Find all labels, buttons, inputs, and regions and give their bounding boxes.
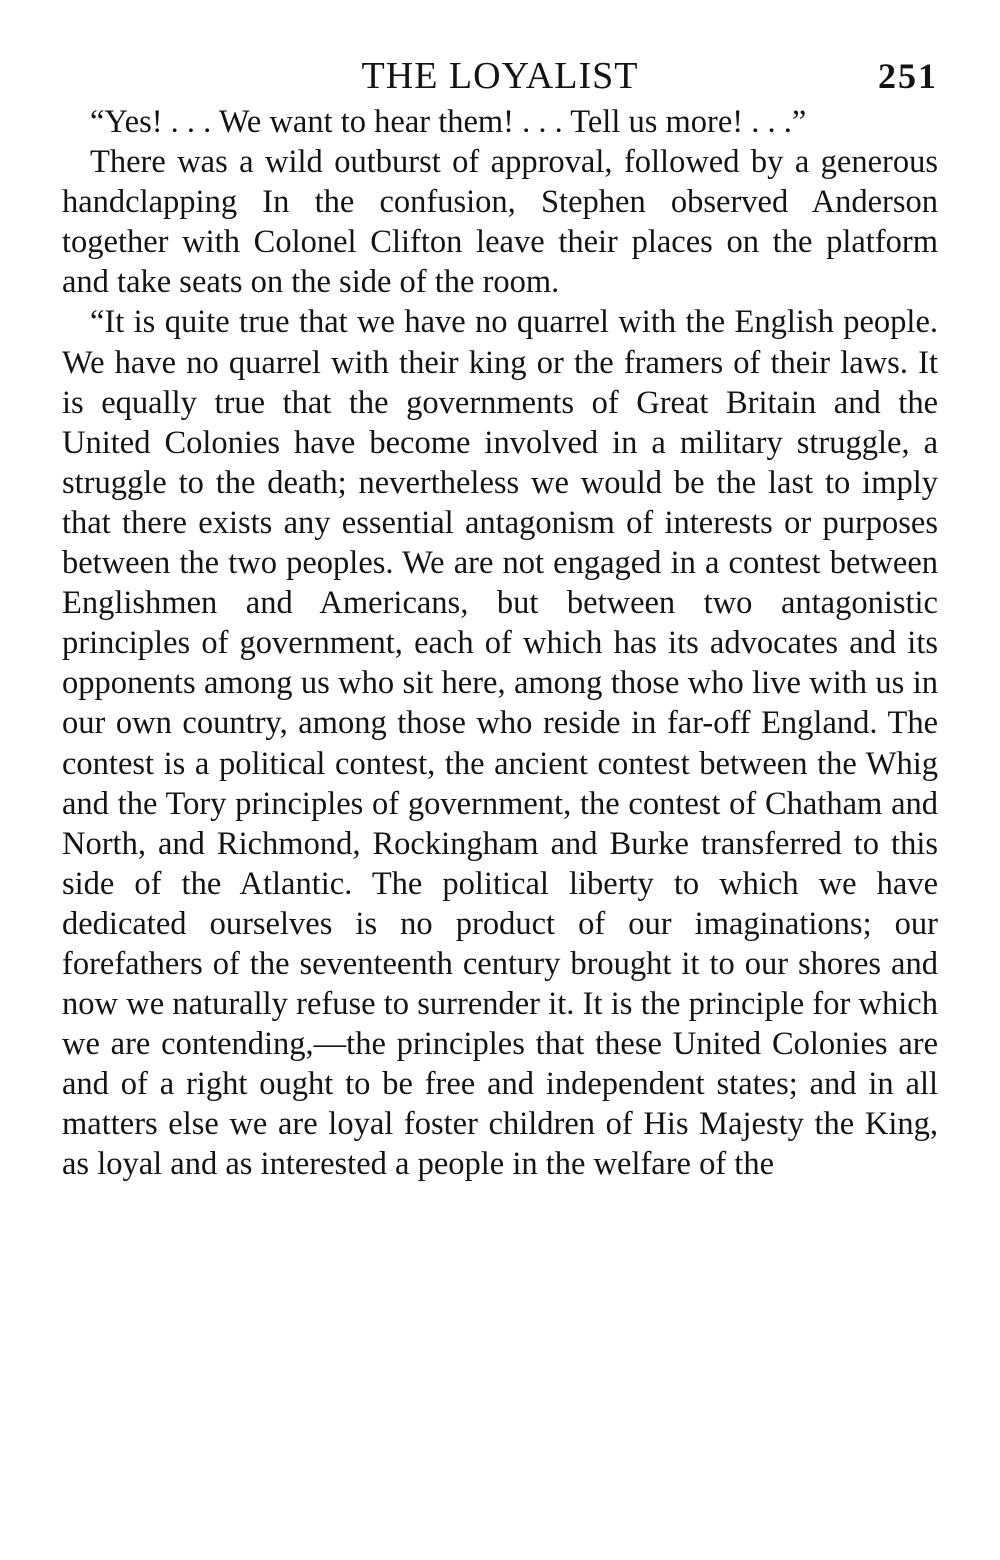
page-number: 251 xyxy=(878,56,938,96)
body-text xyxy=(62,102,938,1185)
chapter-title: THE LOYALIST xyxy=(361,55,639,97)
paragraph: “It is quite true that we have no quarrel with the English people. We have no quarrel with their king or the framers of their laws. It is equally true that the governments of Great Britain and the United Colonies have become involved in a military struggle, a struggle to the death; nevertheless we would be the last to imply that there exists any essential antagonism of interests or purposes between the two peoples. We are not engaged in a contest between Englishmen and Americans, but between two antagonistic principles of government, each of which has its advocates and its opponents among us who sit here, among those who live with us in our own country, among those who reside in far-off England. The contest is a political contest, the ancient contest between the Whig and the Tory principles of government, the contest of Chatham and North, and Richmond, Rockingham and Burke transferred to this side of the Atlantic. The political liberty to which we have dedicated ourselves is no product of our imaginations; our forefathers of the seventeenth century brought it to our shores and now we naturally refuse to surrender it. It is the principle for which we are contending,—the principles that these United Colonies are and of a right ought to be free and independent states; and in all matters else we are loyal foster children of His Majesty the King, as loyal and as interested a people in the welfare of the xyxy=(62,304,938,1183)
book-page xyxy=(62,52,938,1185)
running-header xyxy=(62,52,938,100)
paragraph: There was a wild outburst of approval, followed by a generous handclapping In the confusion, Stephen observed Anderson together with Colonel Clifton leave their places on the platform and take seats on the side of the room. xyxy=(62,144,938,301)
paragraph: “Yes! . . . We want to hear them! . . . Tell us more! . . .” xyxy=(90,104,807,140)
